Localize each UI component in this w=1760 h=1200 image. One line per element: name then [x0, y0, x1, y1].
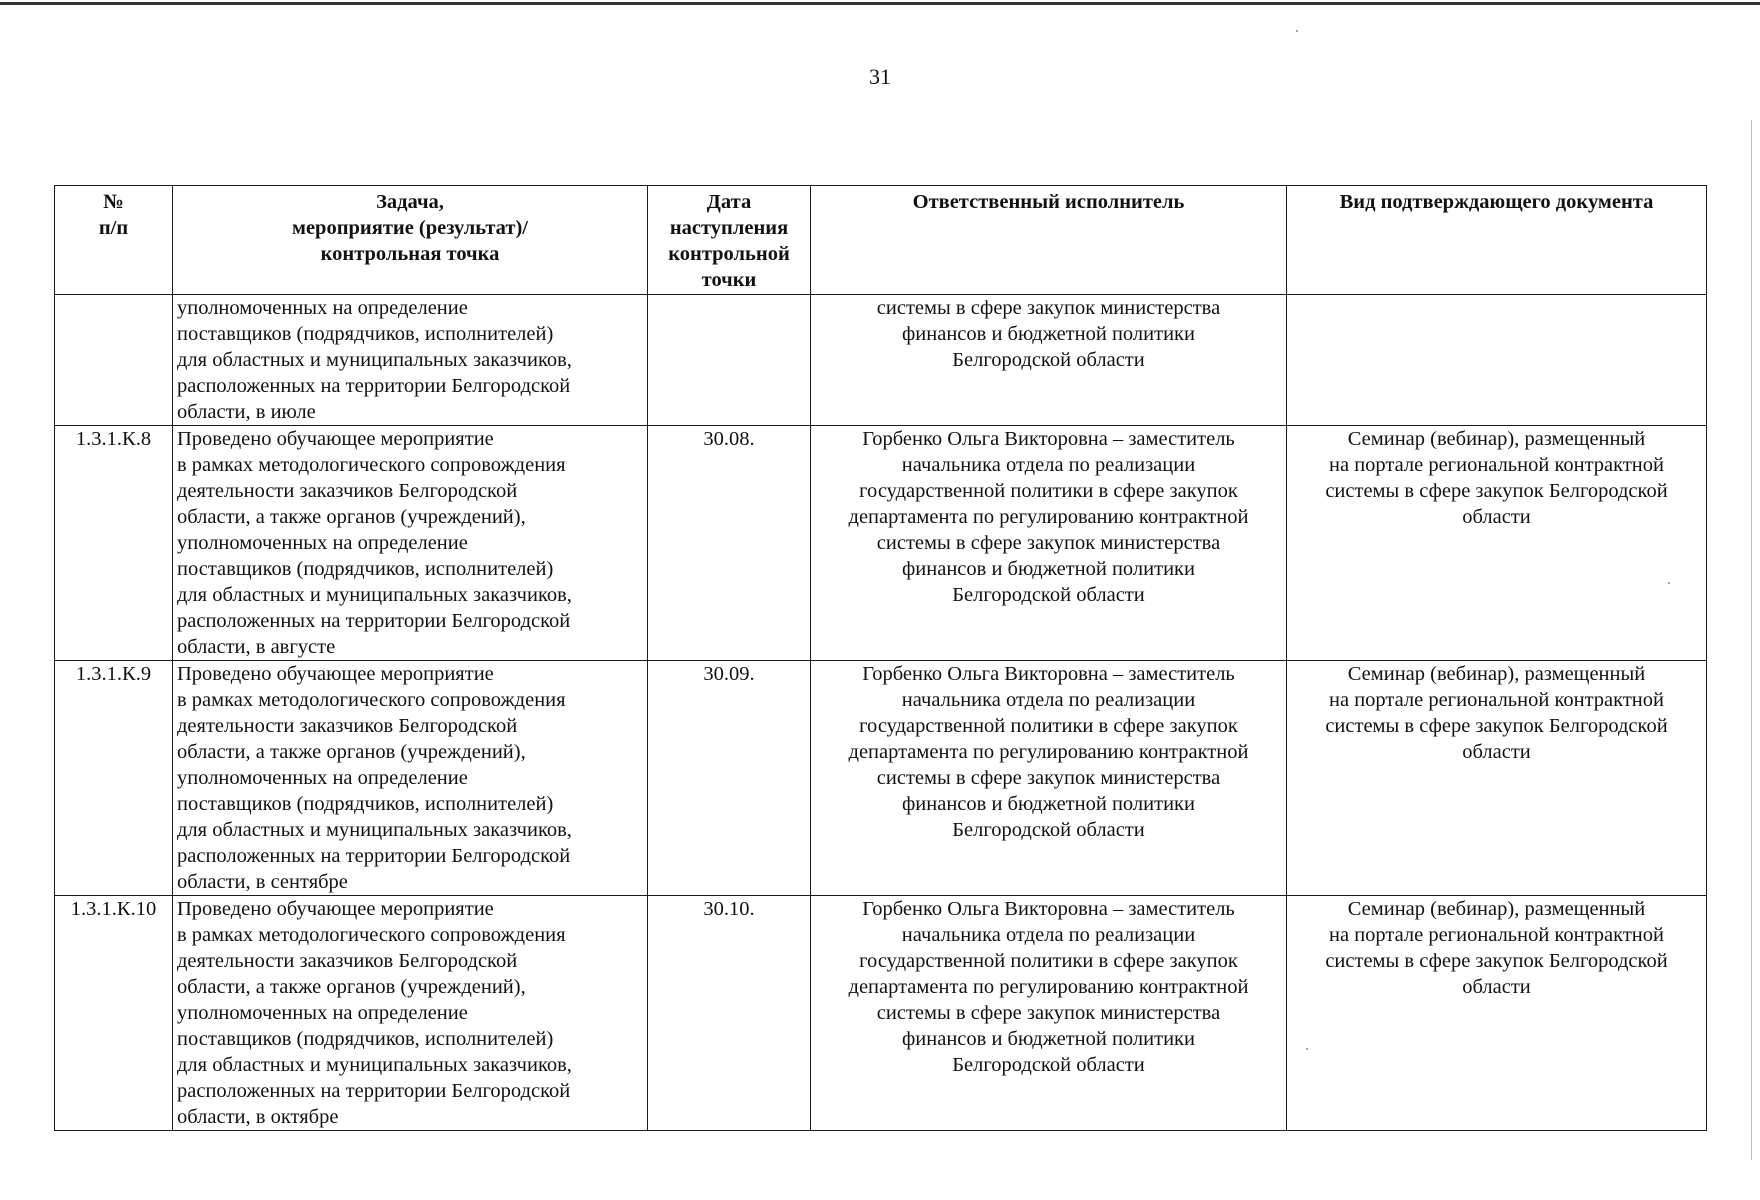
header-num: № п/п [55, 186, 173, 295]
row-num: 1.3.1.К.10 [55, 896, 173, 1131]
row-date: 30.09. [648, 661, 811, 896]
header-task: Задача, мероприятие (результат)/ контрольная точка [173, 186, 648, 295]
row-document [1287, 295, 1707, 426]
header-document: Вид подтверждающего документа [1287, 186, 1707, 295]
table-row [55, 295, 1707, 426]
table-row [55, 896, 1707, 1131]
row-responsible: системы в сфере закупок министерства финансов и бюджетной политики Белгородской области [811, 295, 1287, 426]
page-number: 31 [869, 64, 891, 89]
row-date [648, 295, 811, 426]
row-num: 1.3.1.К.9 [55, 661, 173, 896]
row-date: 30.10. [648, 896, 811, 1131]
row-document: Семинар (вебинар), размещенный на портале региональной контрактной системы в сфере закупок Белгородской области [1287, 661, 1707, 896]
table-header-row [55, 186, 1707, 295]
row-document: Семинар (вебинар), размещенный на портале региональной контрактной системы в сфере закупок Белгородской области [1287, 896, 1707, 1131]
header-responsible: Ответственный исполнитель [811, 186, 1287, 295]
scan-edge-line [1751, 120, 1752, 1160]
table-row [55, 661, 1707, 896]
header-date: Дата наступления контрольной точки [648, 186, 811, 295]
table-row [55, 426, 1707, 661]
row-document: Семинар (вебинар), размещенный на портале региональной контрактной системы в сфере закупок Белгородской области [1287, 426, 1707, 661]
row-task: Проведено обучающее мероприятие в рамках методологического сопровождения деятельности заказчиков Белгородской области, а также органов (учреждений), уполномоченных на определение поставщиков (подрядчиков, исполнителей) для областных и муниципальных заказчиков, расположенных на территории Белгородской области, в августе [173, 426, 648, 661]
row-task: Проведено обучающее мероприятие в рамках методологического сопровождения деятельности заказчиков Белгородской области, а также органов (учреждений), уполномоченных на определение поставщиков (подрядчиков, исполнителей) для областных и муниципальных заказчиков, расположенных на территории Белгородской области, в октябре [173, 896, 648, 1131]
scan-speck [1296, 30, 1298, 32]
row-task: уполномоченных на определение поставщиков (подрядчиков, исполнителей) для областных и муниципальных заказчиков, расположенных на территории Белгородской области, в июле [173, 295, 648, 426]
row-responsible: Горбенко Ольга Викторовна – заместитель начальника отдела по реализации государственной политики в сфере закупок департамента по регулированию контрактной системы в сфере закупок министерства финансов и бюджетной политики Белгородской области [811, 661, 1287, 896]
top-border-line [0, 2, 1760, 5]
row-date: 30.08. [648, 426, 811, 661]
row-num [55, 295, 173, 426]
row-task: Проведено обучающее мероприятие в рамках методологического сопровождения деятельности заказчиков Белгородской области, а также органов (учреждений), уполномоченных на определение поставщиков (подрядчиков, исполнителей) для областных и муниципальных заказчиков, расположенных на территории Белгородской области, в сентябре [173, 661, 648, 896]
row-num: 1.3.1.К.8 [55, 426, 173, 661]
row-responsible: Горбенко Ольга Викторовна – заместитель начальника отдела по реализации государственной политики в сфере закупок департамента по регулированию контрактной системы в сфере закупок министерства финансов и бюджетной политики Белгородской области [811, 896, 1287, 1131]
control-points-table [54, 185, 1707, 1131]
row-responsible: Горбенко Ольга Викторовна – заместитель начальника отдела по реализации государственной политики в сфере закупок департамента по регулированию контрактной системы в сфере закупок министерства финансов и бюджетной политики Белгородской области [811, 426, 1287, 661]
